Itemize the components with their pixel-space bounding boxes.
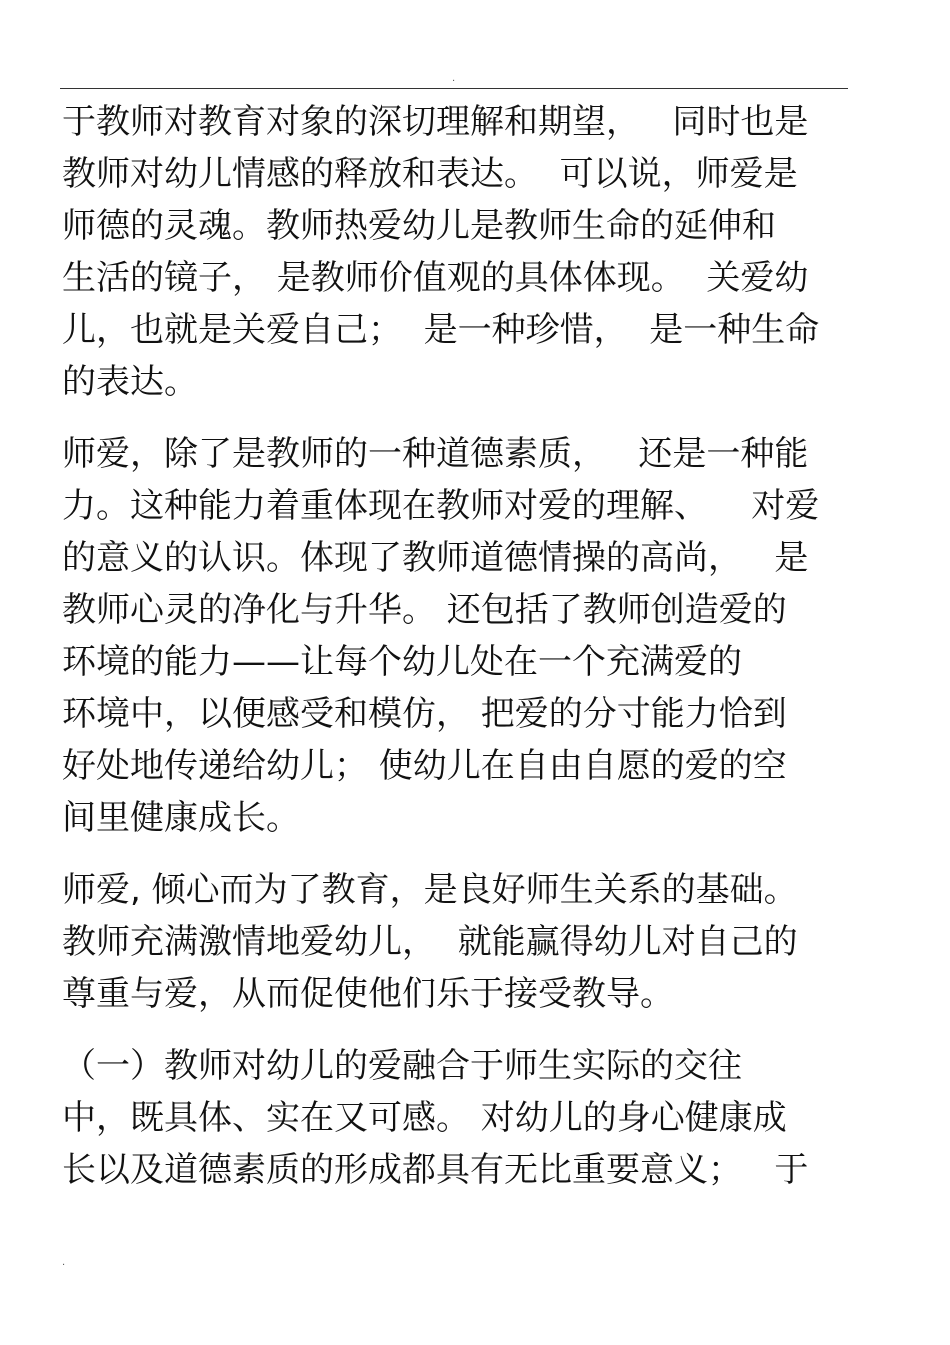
text-line: 的意义的认识。体现了教师道德情操的高尚， 是 (62, 538, 809, 578)
text-line: 长以及道德素质的形成都具有无比重要意义； 于 (62, 1150, 809, 1190)
text-line: 教师对幼儿情感的释放和表达。 可以说，师爱是 (62, 154, 798, 194)
text-line: 力。这种能力着重体现在教师对爱的理解、 对爱 (62, 486, 820, 526)
text-line: 于教师对教育对象的深切理解和期望， 同时也是 (62, 102, 809, 142)
text-line: 尊重与爱，从而促使他们乐于接受教导。 (62, 974, 674, 1014)
paragraph-1 (62, 96, 852, 408)
footer-mark: . (62, 1257, 66, 1268)
text-line: 儿，也就是关爱自己； 是一种珍惜， 是一种生命 (62, 310, 820, 350)
paragraph-2 (62, 428, 852, 844)
text-line: 教师心灵的净化与升华。 还包括了教师创造爱的 (62, 590, 787, 630)
paragraph-3 (62, 864, 852, 1020)
text-line: 环境中，以便感受和模仿， 把爱的分寸能力恰到 (62, 694, 787, 734)
text-line: 间里健康成长。 (62, 798, 300, 838)
text-line: 好处地传递给幼儿； 使幼儿在自由自愿的爱的空 (62, 746, 787, 786)
text-line: （一）教师对幼儿的爱融合于师生实际的交往 (62, 1046, 742, 1086)
header-rule (60, 88, 848, 89)
text-line: 的表达。 (62, 362, 198, 402)
text-line: 师爱, 倾心而为了教育，是良好师生关系的基础。 (62, 870, 798, 910)
text-line: 中，既具体、实在又可感。 对幼儿的身心健康成 (62, 1098, 787, 1138)
document-body (62, 96, 852, 1216)
text-line: 环境的能力——让每个幼儿处在一个充满爱的 (62, 642, 742, 682)
header-mark: . (452, 73, 456, 84)
paragraph-4 (62, 1040, 852, 1196)
text-line: 教师充满激情地爱幼儿， 就能赢得幼儿对自己的 (62, 922, 798, 962)
text-line: 师德的灵魂。教师热爱幼儿是教师生命的延伸和 (62, 206, 776, 246)
text-line: 生活的镜子， 是教师价值观的具体体现。 关爱幼 (62, 258, 809, 298)
text-line: 师爱，除了是教师的一种道德素质， 还是一种能 (62, 434, 809, 474)
